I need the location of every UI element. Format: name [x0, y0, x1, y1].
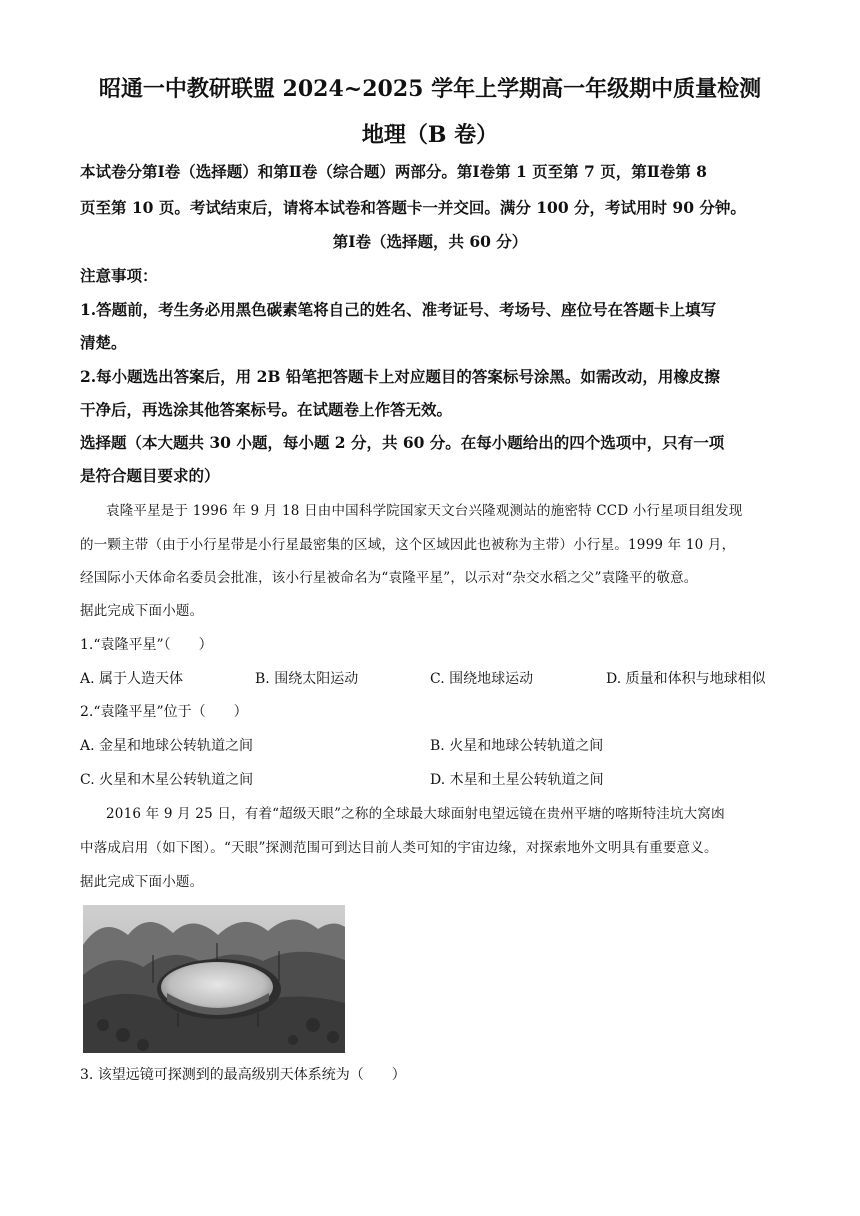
notes-heading: 注意事项：	[80, 266, 158, 285]
passage-2-line-3: 据此完成下面小题。	[80, 874, 204, 890]
fast-telescope-photo	[83, 905, 345, 1053]
choice-intro-line-1: 选择题（本大题共 30 小题，每小题 2 分，共 60 分。在每小题给出的四个选项中，只有一项	[80, 433, 725, 452]
exam-subtitle: 地理（B 卷）	[361, 122, 499, 148]
exam-title: 昭通一中教研联盟 2024~2025 学年上学期高一年级期中质量检测	[98, 76, 762, 102]
passage-1-line-2: 的一颗主带（由于小行星带是小行星最密集的区域，这个区域因此也被称为主带）小行星。1999 年 10 月，	[80, 537, 736, 553]
q1-option-c: C. 围绕地球运动	[430, 671, 534, 687]
intro-line-2: 页至第 10 页。考试结束后，请将本试卷和答题卡一并交回。满分 100 分，考试用时 90 分钟。	[80, 198, 746, 217]
q3-stem: 3. 该望远镜可探测到的最高级别天体系统为（ ）	[80, 1067, 406, 1083]
passage-1-line-4: 据此完成下面小题。	[80, 603, 204, 619]
q1-option-d: D. 质量和体积与地球相似	[606, 671, 766, 687]
note-2-line-1: 2.每小题选出答案后，用 2B 铅笔把答题卡上对应题目的答案标号涂黑。如需改动，用橡皮擦	[80, 367, 720, 386]
q2-option-b: B. 火星和地球公转轨道之间	[430, 738, 604, 754]
passage-1-line-1: 袁隆平星是于 1996 年 9 月 18 日由中国科学院国家天文台兴隆观测站的施密特 CCD 小行星项目组发现	[106, 503, 743, 519]
passage-2-line-2: 中落成启用（如下图）。“天眼”探测范围可到达目前人类可知的宇宙边缘，对探索地外文明具有重要意义。	[80, 840, 718, 856]
note-1-line-2: 清楚。	[80, 333, 127, 352]
q1-option-b: B. 围绕太阳运动	[255, 671, 359, 687]
note-2-line-2: 干净后，再选涂其他答案标号。在试题卷上作答无效。	[80, 400, 453, 419]
choice-intro-line-2: 是符合题目要求的）	[80, 466, 220, 485]
intro-line-1: 本试卷分第Ⅰ卷（选择题）和第Ⅱ卷（综合题）两部分。第Ⅰ卷第 1 页至第 7 页，第Ⅱ卷第 8	[80, 162, 707, 181]
q1-option-a: A. 属于人造天体	[80, 671, 184, 687]
q2-option-c: C. 火星和木星公转轨道之间	[80, 772, 254, 788]
q2-option-a: A. 金星和地球公转轨道之间	[80, 738, 254, 754]
passage-1-line-3: 经国际小天体命名委员会批准，该小行星被命名为“袁隆平星”，以示对“杂交水稻之父”袁隆平的敬意。	[80, 570, 698, 586]
section-heading: 第Ⅰ卷（选择题，共 60 分）	[332, 232, 528, 251]
note-1-line-1: 1.答题前，考生务必用黑色碳素笔将自己的姓名、准考证号、考场号、座位号在答题卡上填写	[80, 300, 717, 319]
q1-stem: 1.“袁隆平星”（ ）	[80, 637, 213, 653]
passage-2-line-1: 2016 年 9 月 25 日，有着“超级天眼”之称的全球最大球面射电望远镜在贵州平塘的喀斯特洼坑大窝凼	[106, 806, 725, 822]
q2-option-d: D. 木星和土星公转轨道之间	[430, 772, 604, 788]
q2-stem: 2.“袁隆平星”位于（ ）	[80, 704, 248, 720]
